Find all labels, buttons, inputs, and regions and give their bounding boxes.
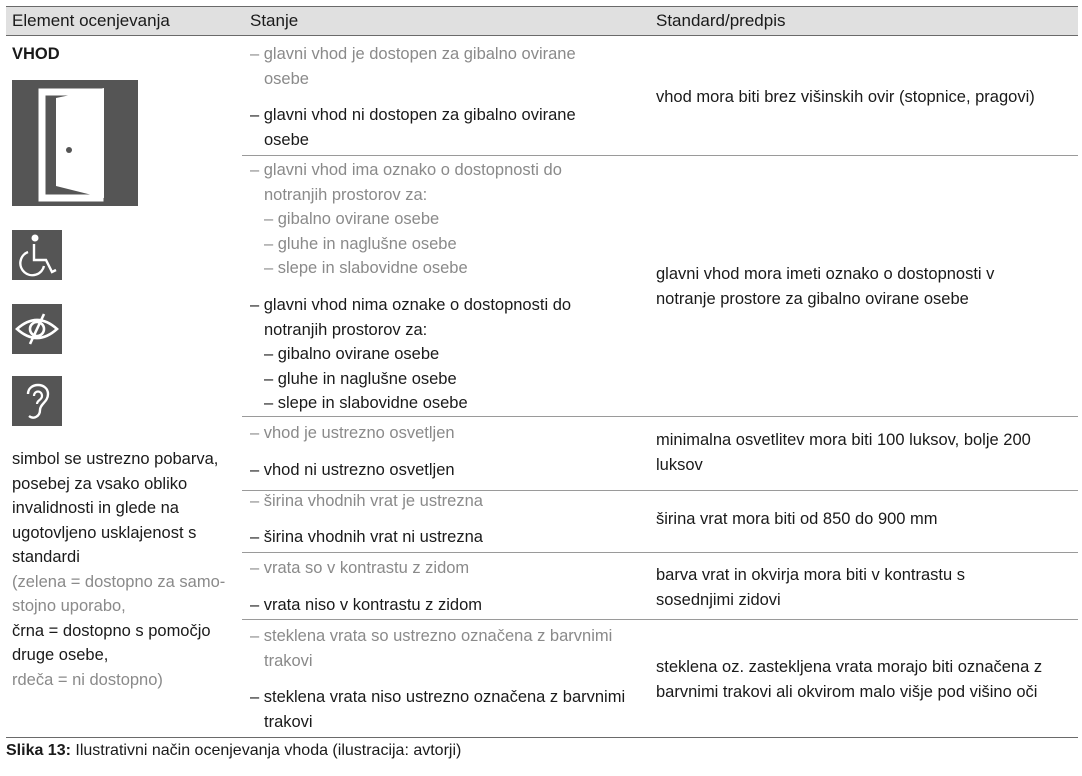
condition-bad: – slepe in slabovidne osebe — [264, 394, 468, 412]
standard-text: notranje prostore za gibalno ovirane osebe — [656, 289, 969, 308]
condition-bad: – glavni vhod nima oznake o dostopnosti do — [250, 296, 572, 314]
legend-green-line-2: stojno uporabo, — [12, 597, 126, 615]
condition-bad: – gibalno ovirane osebe — [264, 345, 440, 363]
note-line-3: invalidnosti in glede na — [12, 499, 179, 517]
element-title: VHOD — [12, 45, 60, 63]
table-header — [6, 6, 1078, 36]
legend-red-line-1: rdeča = ni dostopno) — [12, 670, 163, 689]
legend-black-line-1: črna = dostopno s pomočjo — [12, 621, 211, 640]
condition-good: – glavni vhod je dostopen za gibalno ovirane — [250, 45, 576, 63]
standard-text: barva vrat in okvirja mora biti v kontrastu s — [656, 566, 966, 584]
standard-text: glavni vhod mora imeti oznako o dostopnosti v — [656, 265, 995, 283]
standard-text: steklena oz. zastekljena vrata morajo biti označena z — [656, 658, 1043, 676]
header-standard: Standard/predpis — [656, 11, 786, 30]
condition-bad: osebe — [264, 130, 309, 149]
ear-icon — [12, 376, 62, 426]
note-line-2: posebej za vsako obliko — [12, 474, 188, 493]
condition-bad: notranjih prostorov za: — [264, 320, 428, 339]
caption-text: Ilustrativni način ocenjevanja vhoda (ilustracija: avtorji) — [70, 742, 462, 759]
condition-bad: – glavni vhod ni dostopen za gibalno ovirane — [250, 106, 576, 124]
row-divider — [242, 552, 1078, 553]
condition-good: – gluhe in naglušne osebe — [264, 234, 457, 253]
condition-bad: – vrata niso v kontrastu z zidom — [250, 596, 483, 614]
standard-text: barvnimi trakovi ali okvirom malo višje pod višino oči — [656, 682, 1038, 701]
row-divider — [242, 619, 1078, 620]
condition-good: – vhod je ustrezno osvetljen — [250, 424, 455, 442]
condition-bad: – vhod ni ustrezno osvetljen — [250, 461, 455, 479]
door-icon — [12, 80, 138, 206]
condition-good: – gibalno ovirane osebe — [264, 210, 440, 228]
standard-text: vhod mora biti brez višinskih ovir (stopnice, pragovi) — [656, 88, 1035, 106]
table-bottom-border — [6, 737, 1078, 738]
condition-bad: trakovi — [264, 712, 313, 731]
condition-bad: – gluhe in naglušne osebe — [264, 369, 457, 388]
condition-good: – vrata so v kontrastu z zidom — [250, 559, 470, 577]
header-condition: Stanje — [250, 11, 299, 30]
header-element: Element ocenjevanja — [12, 11, 170, 30]
row-divider — [242, 416, 1078, 417]
condition-bad: – steklena vrata niso ustrezno označena z barvnimi — [250, 688, 626, 706]
standard-text: minimalna osvetlitev mora biti 100 luksov, bolje 200 — [656, 431, 1031, 449]
legend-green-line-1: (zelena = dostopno za samo- — [12, 572, 226, 591]
standard-text: sosednjimi zidovi — [656, 590, 781, 609]
condition-good: – steklena vrata so ustrezno označena z barvnimi — [250, 627, 613, 645]
condition-good: trakovi — [264, 651, 313, 670]
row-divider — [242, 155, 1078, 156]
standard-text: širina vrat mora biti od 850 do 900 mm — [656, 510, 938, 528]
caption-label: Slika 13: — [6, 742, 71, 759]
legend-black-line-2: druge osebe, — [12, 646, 109, 664]
standard-text: luksov — [656, 455, 703, 474]
figure-caption — [6, 742, 461, 760]
eye-icon — [12, 304, 62, 354]
note-line-5: standardi — [12, 548, 80, 566]
condition-good: – širina vhodnih vrat je ustrezna — [250, 492, 483, 510]
condition-good: osebe — [264, 69, 309, 88]
note-line-4: ugotovljeno usklajenost s — [12, 523, 197, 542]
condition-good: notranjih prostorov za: — [264, 185, 428, 204]
wheelchair-icon — [12, 230, 62, 280]
note-line-1: simbol se ustrezno pobarva, — [12, 450, 219, 468]
condition-bad: – širina vhodnih vrat ni ustrezna — [250, 528, 483, 546]
condition-good: – slepe in slabovidne osebe — [264, 259, 468, 277]
condition-good: – glavni vhod ima oznako o dostopnosti do — [250, 161, 562, 179]
